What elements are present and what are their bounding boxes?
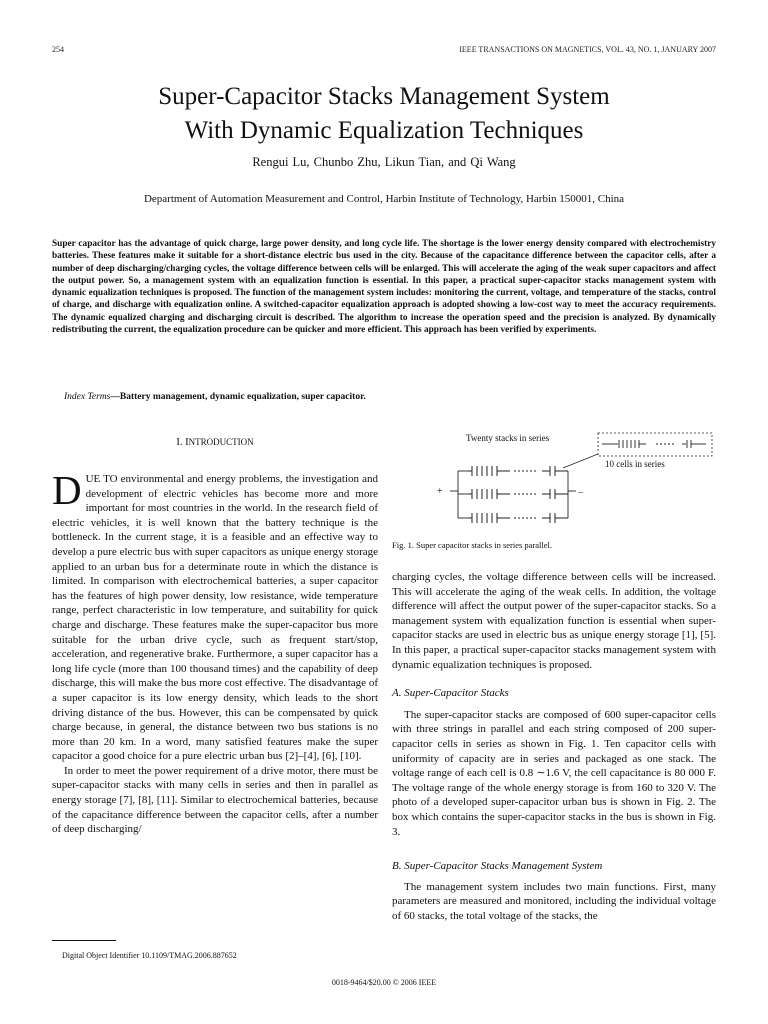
left-column bbox=[52, 467, 378, 837]
section-heading-introduction bbox=[52, 437, 378, 448]
paper-title-line-2: With Dynamic Equalization Techniques bbox=[184, 117, 584, 144]
circuit-diagram bbox=[420, 430, 720, 530]
index-terms-label: Index Terms bbox=[64, 392, 111, 402]
figure-1-caption: Fig. 1. Super capacitor stacks in series parallel. bbox=[392, 540, 553, 550]
footnote-doi: Digital Object Identifier 10.1109/TMAG.2006.887652 bbox=[62, 951, 237, 960]
section-number: I. bbox=[176, 437, 186, 448]
terminal-plus: + bbox=[437, 486, 443, 497]
subsection-b-heading: B. Super-Capacitor Stacks Management System bbox=[392, 860, 603, 873]
right-paragraph-2: The super-capacitor stacks are composed of 600 super-capacitor cells with three strings in parallel and each string composed of 200 super-capacitor cells in series as shown in Fig. 1. Ten capacitor cells with uniformity of capacity are in series and packaged as one stack. The voltage range of each cell is 0.8 ∼1.6 V, the cell capacitance is 80 000 F. The voltage range of the whole energy storage is from 160 to 320 V. The photo of a developed super-capacitor urban bus is shown in Fig. 2. The box which contains the super-capacitor stacks in the bus is shown in Fig. 3. bbox=[392, 708, 716, 838]
footnote-rule bbox=[52, 940, 116, 941]
journal-header: IEEE TRANSACTIONS ON MAGNETICS, VOL. 43, NO. 1, JANUARY 2007 bbox=[459, 45, 716, 54]
right-paragraph-3: The management system includes two main functions. First, many parameters are measured and monitored, including the individual voltage of 60 stacks, the total voltage of the stacks, the bbox=[392, 880, 716, 922]
abstract: Super capacitor has the advantage of quick charge, large power density, and long cycle life. The shortage is the lower energy density compared with electrochemistry batteries. These features make it suitable for a short-distance electric bus used in the city. Because of the capacitance difference between the capacitor cells, after a number of deep discharging/charging cycles, the voltage difference between cells will be enlarged. This will accelerate the aging of the weak super capacitors and affect the output power. So, a management system with an equalization function is essential. In this paper, a practical super-capacitor stacks management system with dynamic equalization techniques is proposed. The function of the management system includes: monitoring the current, voltage, and temperature of the stacks, control of charge, and discharge with equalization online. A switched-capacitor equalization approach is adopted showing a low-cost way to meet the accuracy requirements. The dynamic equalized charging and discharging circuit is described. The algorithm to increase the operation speed and the precision is analyzed. By dynamically redistributing the current, the equalization procedure can be quicker and more efficient. This approach has been verified by experiments. bbox=[52, 239, 716, 335]
label-ten-cells: 10 cells in series bbox=[605, 459, 665, 469]
paper-title-line-1: Super-Capacitor Stacks Management System bbox=[158, 83, 610, 110]
intro-paragraph-1-text: UE TO environmental and energy problems, the investigation and development of electric vehicles has become more and more important for most countries in the world. In the research field of electric vehicles, it is well known that the battery technique is the bottleneck. In the current stage, it is a feasible and an effective way to develop a pure electric bus with super capacitors as unique energy storage applied to an urban bus for a determinate route in which the distance is limited. In comparison with electrochemical batteries, a super capacitor has the features of high power density, low resistance, wide temperature range, perfect characteristic in low temperature, and suitability for quick charge and discharge. These features make the super-capacitor bus more suitable for the urban drive cycle, such as frequent start/stop, acceleration, and regenerative brake. Furthermore, a super capacitor has a long life cycle (more than 100 thousand times) and the capability of deep discharge, this will make the bus more cost effective. The disadvantage of a super capacitor is its low energy density, which leads to the short driving distance of the bus. However, this can be compensated by quick charge because, in general, the distance between two bus stations is no more than 20 km. In a word, many satisfied features make the super capacitor a good choice for a pure electric urban bus [2]–[4], [6], [10]. bbox=[52, 473, 378, 763]
stack-detail-box bbox=[598, 433, 712, 456]
right-paragraph-1: charging cycles, the voltage difference between cells will be increased. This will accelerate the aging of the weak cells. In addition, the voltage difference will affect the output power of the super-capacitor stacks. So a management system with equalization function is essential when super-capacitor stacks are used in electric bus as unique energy storage [1], [5]. In this paper, a practical super-capacitor stacks management system with dynamic equalization techniques is proposed. bbox=[392, 571, 716, 671]
section-title-rest: NTRODUCTION bbox=[188, 437, 254, 447]
intro-paragraph-2: In order to meet the power requirement of a drive motor, there must be super-capacitor stacks with many cells in series and then in parallel as energy storage [7], [8], [11]. Similar to electrochemical batteries, because of the capacitance difference between the capacitor cells, after a number of deep discharging/ bbox=[52, 764, 378, 836]
string-2 bbox=[468, 489, 568, 499]
index-terms bbox=[52, 392, 716, 402]
affiliation: Department of Automation Measurement and Control, Harbin Institute of Technology, Harbin 150001, China bbox=[143, 193, 625, 205]
terminal-minus: − bbox=[578, 488, 584, 499]
subsection-a-heading: A. Super-Capacitor Stacks bbox=[392, 687, 509, 700]
string-1 bbox=[468, 466, 568, 476]
index-terms-text: —Battery management, dynamic equalization, super capacitor. bbox=[110, 392, 366, 402]
label-twenty-stacks: Twenty stacks in series bbox=[466, 433, 550, 443]
right-column bbox=[392, 570, 716, 923]
intro-paragraph-1 bbox=[52, 467, 378, 764]
authors: Rengui Lu, Chunbo Zhu, Likun Tian, and Qi Wang bbox=[252, 155, 516, 169]
copyright-line: 0018-9464/$20.00 © 2006 IEEE bbox=[331, 978, 437, 987]
drop-cap: D bbox=[52, 467, 82, 513]
string-3 bbox=[468, 513, 568, 523]
figure-1 bbox=[420, 430, 720, 530]
stack-detail-cells bbox=[602, 440, 706, 448]
page-number: 254 bbox=[52, 45, 64, 54]
callout-line bbox=[563, 454, 598, 468]
section-title-initial: I bbox=[185, 437, 189, 448]
